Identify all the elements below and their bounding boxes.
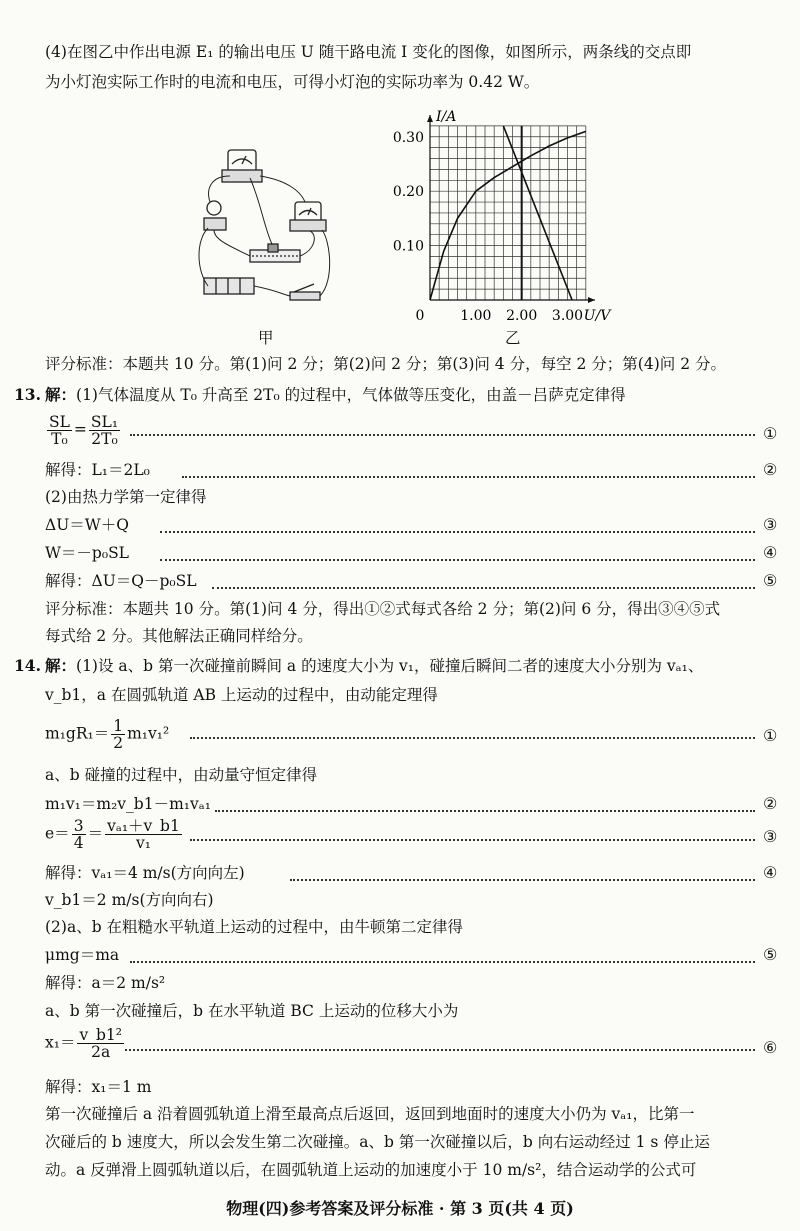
- caption-yi: 乙: [505, 329, 521, 347]
- q14-eq6: x₁＝ $\frac{\text{v\_b1²}}{2a}$: [45, 1026, 122, 1061]
- q14-para-line3: 动。a 反弹滑上圆弧轨道以后，在圆弧轨道上运动的加速度小于 10 m/s²，结合运动学的公式可: [45, 1161, 697, 1179]
- circuit-figure: [190, 140, 340, 320]
- q14-number: 14.: [14, 656, 41, 675]
- x-axis-arrow: [588, 297, 595, 303]
- q13-intro: [45, 385, 626, 405]
- x-tick-label: 3.00: [551, 308, 584, 324]
- q13-jie: 解：: [45, 385, 77, 404]
- marker-13-5: ⑤: [763, 571, 778, 590]
- marker-13-3: ③: [763, 515, 778, 534]
- q14-sol4: 解得：x₁＝1 m: [45, 1078, 152, 1096]
- q14-sol2: v_b1＝2 m/s(方向向右): [45, 891, 214, 909]
- q14-intro2: v_b1，a 在圆弧轨道 AB 上运动的过程中，由动能定理得: [45, 686, 438, 704]
- q14-eq3: e＝ $\frac{3}{4}$ ＝ $\frac{\text{vₐ₁＋v\_b1}}{\text{v₁}}$: [45, 817, 180, 852]
- q14-para-line1: 第一次碰撞后 a 沿着圆弧轨道上滑至最高点后返回，返回到地面时的速度大小仍为 vₐ₁，比第一: [45, 1105, 695, 1123]
- origin-label: 0: [415, 308, 425, 324]
- q14-eq5: μmg＝ma: [45, 946, 120, 964]
- x-tick-label: 1.00: [460, 308, 492, 324]
- q14-eq1: m₁gR₁＝ $\frac{1}{2}$ m₁v₁²: [45, 717, 170, 752]
- marker-14-1: ①: [763, 726, 778, 745]
- x-tick-label: 2.00: [506, 308, 538, 324]
- marker-14-2: ②: [763, 794, 778, 813]
- marker-13-4: ④: [763, 543, 778, 562]
- q13-eq5: 解得：ΔU＝Q－p₀SL: [45, 572, 197, 590]
- q14-eq2: m₁v₁＝m₂v_b1－m₁vₐ₁: [45, 795, 211, 813]
- marker-14-6: ⑥: [763, 1038, 778, 1057]
- caption-jia: 甲: [258, 329, 274, 347]
- y-axis-arrow: [427, 115, 433, 122]
- q13-sol1: 解得：L₁＝2L₀: [45, 461, 150, 479]
- page-footer: 物理(四)参考答案及评分标准 · 第 3 页(共 4 页): [226, 1199, 574, 1218]
- q14-para-line2: 次碰后的 b 速度大，所以会发生第二次碰撞。a、b 第一次碰撞以后，b 向右运动经过 1 s 停止运: [45, 1133, 710, 1151]
- q13-eq1: $\frac{SL}{\text{T₀}}$ = $\frac{\text{SL₁}}{\text{2T₀}}$: [49, 413, 119, 448]
- score-q12: 评分标准：本题共 10 分。第(1)问 2 分；第(2)问 2 分；第(3)问 4 分，每空 2 分；第(4)问 2 分。: [45, 355, 726, 373]
- q13-part2: (2)由热力学第一定律得: [45, 488, 207, 506]
- q14-sol3: 解得：a＝2 m/s²: [45, 974, 166, 992]
- voltmeter-icon: [222, 150, 262, 182]
- marker-14-5: ⑤: [763, 945, 778, 964]
- q14-intro1: 解：(1)设 a、b 第一次碰撞前瞬间 a 的速度大小为 v₁，碰撞后瞬间二者的速度大小分别为 vₐ₁、: [45, 656, 704, 675]
- y-tick-label: 0.10: [392, 238, 424, 255]
- y-tick-label: 0.30: [392, 129, 424, 146]
- ammeter-icon: [290, 202, 326, 231]
- q14-mom-intro: a、b 碰撞的过程中，由动量守恒定律得: [45, 766, 318, 784]
- part4-line2: 为小灯泡实际工作时的电流和电压，可得小灯泡的实际功率为 0.42 W。: [45, 73, 540, 91]
- bulb-icon: [204, 201, 226, 230]
- q14-sol1: 解得：vₐ₁＝4 m/s(方向向左): [45, 864, 245, 882]
- q14-part2: (2)a、b 在粗糙水平轨道上运动的过程中，由牛顿第二定律得: [45, 918, 464, 936]
- marker-13-2: ②: [763, 460, 778, 479]
- x-axis-label: U/V: [583, 308, 611, 324]
- y-axis-label: I/A: [436, 109, 457, 125]
- marker-13-1: ①: [763, 424, 778, 443]
- part4-line1: (4)在图乙中作出电源 E₁ 的输出电压 U 随干路电流 I 变化的图像，如图所示，两条线的交点即: [45, 43, 692, 61]
- q13-score-line2: 每式给 2 分。其他解法正确同样给分。: [45, 627, 313, 645]
- y-tick-label: 0.20: [392, 184, 424, 201]
- q13-number: 13.: [14, 385, 41, 404]
- iu-graph: [385, 100, 635, 335]
- q13-eq3: ΔU＝W＋Q: [45, 516, 129, 534]
- marker-14-3: ③: [763, 827, 778, 846]
- battery-icon: [204, 278, 254, 294]
- q14-disp-intro: a、b 第一次碰撞后，b 在水平轨道 BC 上运动的位移大小为: [45, 1002, 459, 1020]
- q13-eq4: W＝－p₀SL: [45, 544, 129, 562]
- marker-14-4: ④: [763, 863, 778, 882]
- q13-score-line1: 评分标准：本题共 10 分。第(1)问 4 分，得出①②式每式各给 2 分；第(2)问 6 分，得出③④⑤式: [45, 600, 721, 618]
- rheostat-icon: [250, 244, 300, 262]
- q13-intro-text: (1)气体温度从 T₀ 升高至 2T₀ 的过程中，气体做等压变化，由盖－吕萨克定律得: [76, 386, 626, 404]
- switch-icon: [290, 284, 320, 300]
